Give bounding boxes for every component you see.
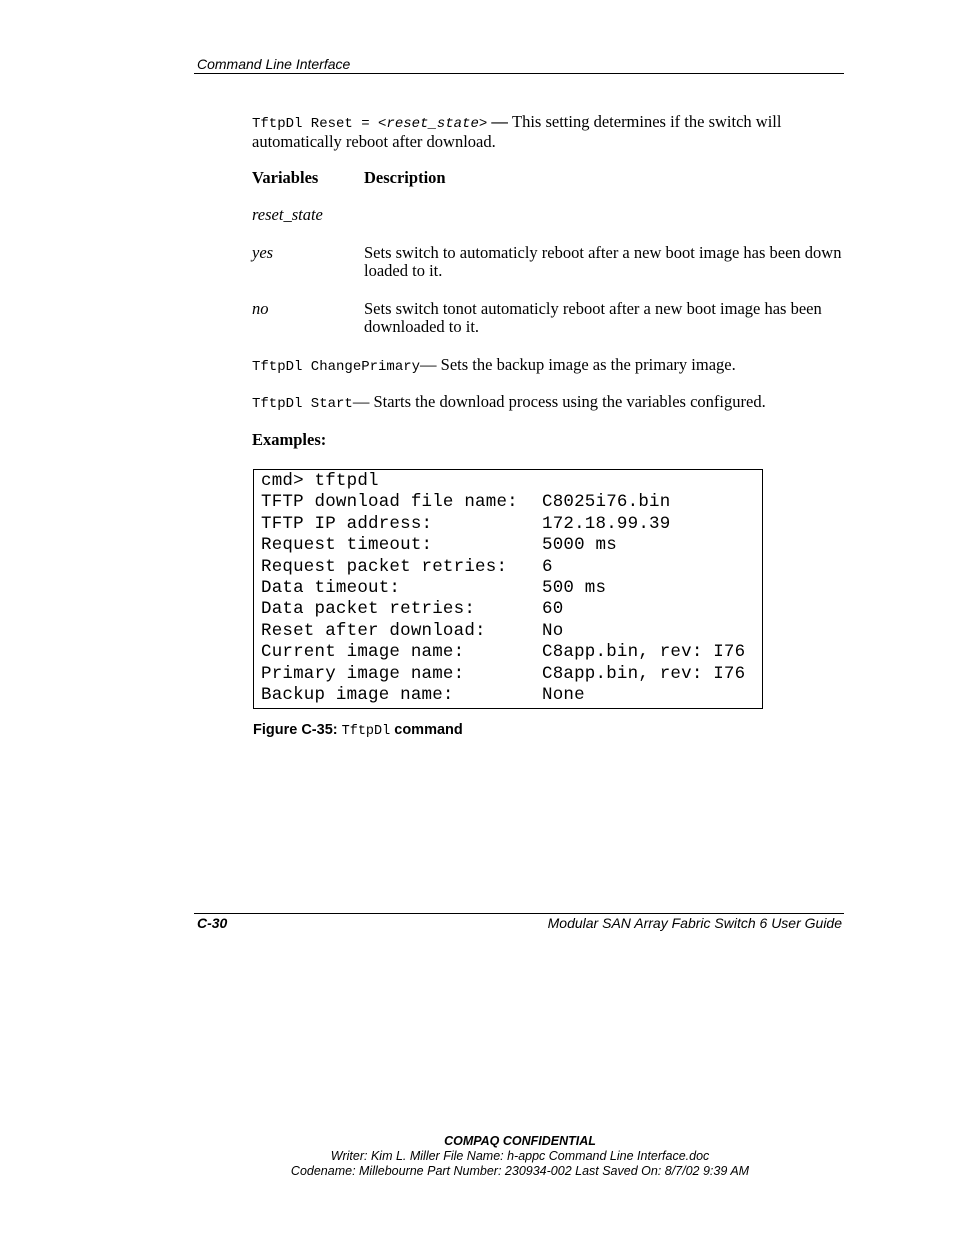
variables-column-header: Variables [252, 168, 319, 187]
reset-command: TftpDl Reset = [252, 116, 379, 132]
start-command: TftpDl Start [252, 396, 353, 412]
figure-caption [253, 722, 463, 739]
reset-description: This setting determines if the switch will automatically reboot after download. [252, 112, 782, 151]
terminal-line [261, 514, 762, 535]
variable-name: no [252, 299, 269, 318]
terminal-label: Request timeout: [261, 535, 433, 556]
terminal-line [261, 664, 762, 685]
writer-line: Writer: Kim L. Miller File Name: h-appc Command Line Interface.doc [330, 1149, 710, 1163]
variable-description: Sets switch tonot automaticly reboot after a new boot image has been downloaded to it. [364, 299, 822, 336]
header-rule [194, 73, 844, 74]
terminal-label: Request packet retries: [261, 556, 508, 577]
start-description: — Starts the download process using the variables configured. [352, 392, 766, 411]
terminal-line [261, 685, 762, 706]
page-number: C-30 [197, 915, 228, 931]
codename-line: Codename: Millebourne Part Number: 230934-002 Last Saved On: 8/7/02 9:39 AM [290, 1164, 750, 1178]
start-paragraph [252, 393, 847, 413]
terminal-label: Primary image name: [261, 663, 465, 684]
terminal-value: C8025i76.bin [542, 492, 671, 513]
terminal-prompt: cmd> tftpdl [261, 471, 379, 491]
variable-name: yes [252, 243, 274, 262]
terminal-line [261, 599, 762, 620]
terminal-value: C8app.bin, rev: I76 [542, 663, 746, 684]
terminal-label: Reset after download: [261, 620, 486, 641]
description-column-header: Description [364, 168, 446, 187]
footer-rule [194, 913, 844, 914]
change-primary-paragraph [252, 356, 847, 376]
variables-table-header [252, 169, 847, 187]
guide-title: Modular SAN Array Fabric Switch 6 User Guide [547, 915, 842, 931]
reset-argument: <reset_state> [378, 116, 488, 132]
terminal-label: Current image name: [261, 642, 465, 663]
caption-prefix: Figure C-35: [253, 722, 342, 738]
terminal-value: C8app.bin, rev: I76 [542, 642, 746, 663]
terminal-value: 5000 ms [542, 535, 617, 556]
terminal-value: 172.18.99.39 [542, 513, 671, 534]
terminal-line [261, 557, 762, 578]
terminal-value: No [542, 620, 564, 641]
reset-setting-paragraph [252, 113, 847, 151]
examples-heading: Examples: [252, 430, 327, 449]
confidential-footer [0, 1134, 954, 1179]
terminal-label: TFTP download file name: [261, 492, 518, 513]
terminal-line [261, 492, 762, 513]
variable-group-label: reset_state [252, 205, 323, 224]
variable-description: Sets switch to automaticly reboot after a new boot image has been down loaded to it. [364, 243, 842, 280]
confidential-title: COMPAQ CONFIDENTIAL [444, 1134, 596, 1148]
terminal-line [261, 535, 762, 556]
terminal-line [261, 578, 762, 599]
terminal-output [253, 469, 763, 709]
terminal-label: Data packet retries: [261, 599, 476, 620]
terminal-value: None [542, 684, 585, 705]
change-primary-command: TftpDl ChangePrimary [252, 359, 421, 375]
caption-suffix: command [390, 722, 463, 738]
terminal-label: TFTP IP address: [261, 513, 433, 534]
caption-command: TftpDl [341, 724, 391, 739]
terminal-value: 6 [542, 556, 553, 577]
running-header: Command Line Interface [197, 56, 351, 72]
terminal-label: Data timeout: [261, 577, 401, 598]
terminal-value: 60 [542, 599, 564, 620]
change-primary-description: — Sets the backup image as the primary image. [420, 355, 736, 374]
terminal-value: 500 ms [542, 577, 607, 598]
terminal-line [261, 621, 762, 642]
em-dash: — [487, 112, 512, 131]
terminal-label: Backup image name: [261, 684, 454, 705]
terminal-line [261, 642, 762, 663]
